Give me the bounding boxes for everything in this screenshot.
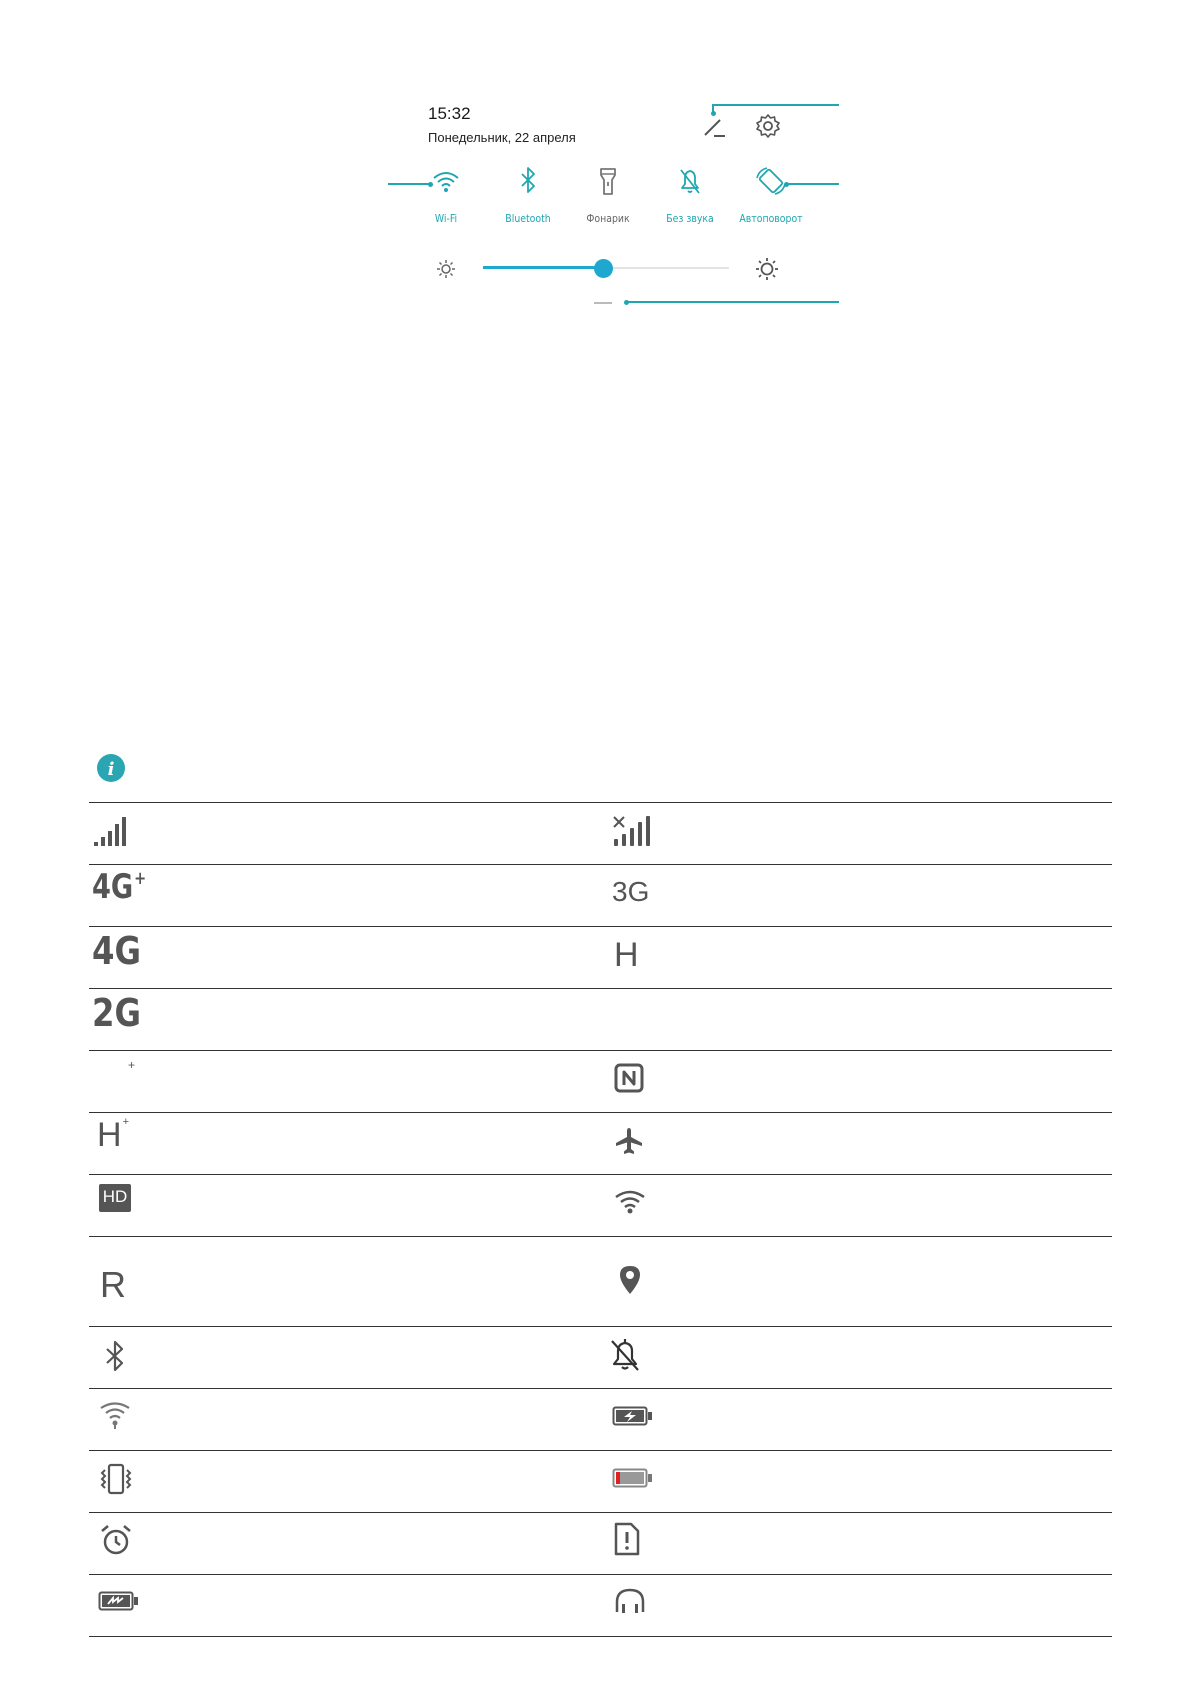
brightness-high-icon [755,257,779,281]
tile-label-silent[interactable]: Без звука [666,212,714,225]
4g-plus-icon: 4G + [92,867,147,907]
table-rule [89,1450,1112,1451]
table-rule [89,1174,1112,1175]
tile-label-bluetooth[interactable]: Bluetooth [505,212,551,225]
2g-icon: 2G [92,991,141,1035]
h-icon: H [614,936,639,974]
plus-superscript: + [134,868,147,889]
location-icon [618,1264,642,1296]
hd-icon: HD [102,1187,128,1206]
bluetooth-icon[interactable] [510,166,546,196]
callout-line-right [786,183,839,185]
sim-alert-icon [613,1521,641,1557]
callout-line-top [712,104,839,106]
table-rule [89,1388,1112,1389]
signal-icon [93,815,131,847]
tile-label-wifi[interactable]: Wi-Fi [434,212,458,225]
bell-off-icon[interactable] [672,166,708,196]
table-rule [89,1574,1112,1575]
4g-icon: 4G [92,929,141,973]
wifi-hotspot-icon [98,1400,132,1430]
table-rule [89,926,1112,927]
battery-low-icon [612,1467,654,1489]
nfc-icon [614,1063,644,1093]
table-rule [89,802,1112,803]
edit-icon[interactable] [700,112,728,140]
bluetooth-icon [102,1340,128,1372]
table-rule [89,988,1112,989]
table-rule [89,1326,1112,1327]
plus-superscript: + [122,1116,129,1128]
callout-line-left [388,183,430,185]
battery-saver-charging-icon [98,1590,140,1612]
tile-label-auto-rotate[interactable]: Автоповорот [739,212,803,225]
roaming-icon: R [100,1264,126,1305]
wifi-icon[interactable] [428,166,464,196]
vibrate-icon [98,1462,134,1496]
table-rule [89,1512,1112,1513]
brightness-slider-thumb[interactable] [594,259,613,278]
table-rule [89,1112,1112,1113]
clock-date: Понедельник, 22 апреля [428,130,576,145]
brightness-slider-fill [483,266,607,269]
headset-icon [613,1586,647,1616]
wifi-icon [614,1188,646,1214]
no-signal-icon [612,815,652,847]
callout-line-bottom [626,301,839,303]
panel-handle[interactable] [594,302,612,304]
3g-icon: 3G [612,876,650,907]
auto-rotate-icon[interactable] [753,166,789,196]
brightness-low-icon [436,259,456,279]
battery-charging-icon [612,1405,654,1427]
airplane-icon [614,1126,644,1156]
tile-label-flashlight[interactable]: Фонарик [586,212,630,225]
callout-dot-bottom [624,300,629,305]
plus-icon: + [128,1058,136,1072]
gear-icon[interactable] [755,113,781,139]
flashlight-icon[interactable] [590,166,626,196]
bell-off-icon [608,1337,642,1373]
table-rule [89,1636,1112,1637]
alarm-icon [99,1523,133,1557]
info-icon [97,754,125,782]
svg-text:i: i [107,759,115,780]
h-plus-icon: H + [97,1116,129,1154]
clock-time: 15:32 [428,104,471,123]
table-rule [89,1050,1112,1051]
table-rule [89,1236,1112,1237]
table-rule [89,864,1112,865]
